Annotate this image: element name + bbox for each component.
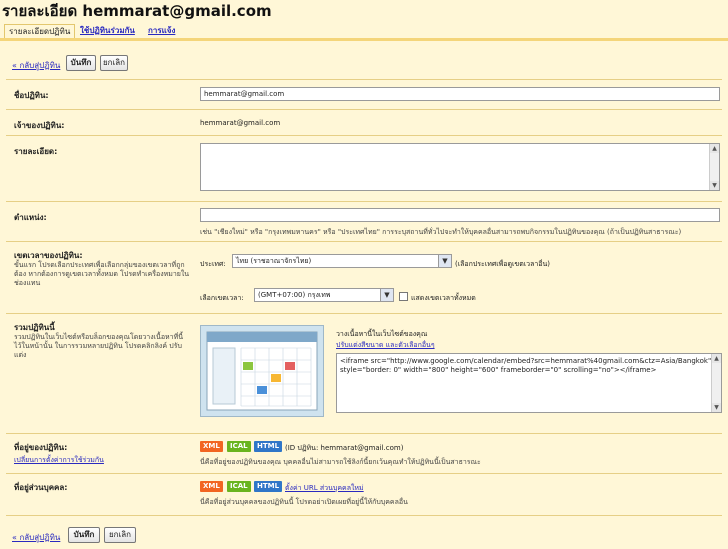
show-all-timezones-label: แสดงเขตเวลาทั้งหมด — [411, 294, 476, 302]
private-address-description: นี่คือที่อยู่ส่วนบุคคลของปฏิทินนี้ โปรดอย่าเปิดเผยที่อยู่นี้ให้กับบุคคลอื่น — [200, 498, 408, 506]
tab-calendar-details[interactable]: รายละเอียดปฏิทิน — [4, 24, 75, 39]
divider — [6, 79, 722, 80]
timezone-label: เขตเวลาของปฏิทิน: — [14, 251, 83, 260]
private-html-button[interactable]: HTML — [254, 481, 282, 492]
divider — [6, 241, 722, 242]
timezone-select-value: (GMT+07:00) กรุงเทพ — [258, 291, 331, 299]
divider — [6, 109, 722, 110]
save-button[interactable]: บันทึก — [66, 55, 96, 71]
country-select[interactable] — [232, 254, 452, 268]
calendar-address-label: ที่อยู่ของปฏิทิน: — [14, 443, 68, 452]
divider — [6, 313, 722, 314]
reset-private-url-link[interactable]: ตั้งค่า URL ส่วนบุคคลใหม่ — [285, 484, 364, 492]
back-to-calendar-link-bottom[interactable]: « กลับสู่ปฏิทิน — [12, 533, 61, 542]
settings-panel — [0, 38, 728, 549]
private-xml-button[interactable]: XML — [200, 481, 223, 492]
scroll-down-icon[interactable]: ▼ — [710, 181, 719, 190]
html-feed-button[interactable]: HTML — [254, 441, 282, 452]
calendar-name-label: ชื่อปฏิทิน: — [14, 91, 49, 100]
cancel-button[interactable]: ยกเลิก — [100, 55, 128, 71]
tab-notifications[interactable]: การแจ้ง — [148, 26, 176, 35]
calendar-id-text: (ID ปฏิทิน: hemmarat@gmail.com) — [285, 444, 404, 452]
location-input[interactable] — [200, 208, 720, 222]
embed-scroll-track[interactable] — [711, 354, 721, 412]
ical-feed-button[interactable]: ICAL — [227, 441, 251, 452]
embed-code-scrollbar[interactable] — [712, 353, 722, 413]
location-label: ตำแหน่ง: — [14, 213, 47, 222]
customize-embed-link[interactable]: ปรับแต่งสีขนาด และตัวเลือกอื่นๆ — [336, 341, 435, 349]
divider — [6, 201, 722, 202]
scroll-down-icon[interactable]: ▼ — [712, 403, 721, 412]
divider — [6, 135, 722, 136]
timezone-description: ขั้นแรก โปรดเลือกประเทศเพื่อเลือกกลุ่มของเขตเวลาที่ถูกต้อง หากต้องการดูเขตเวลาทั้งหมด โปรดทำเครื่องหมายในช่องแทน — [14, 261, 190, 287]
country-label: ประเทศ: — [200, 260, 226, 268]
description-scrollbar[interactable] — [709, 144, 719, 190]
divider — [6, 473, 722, 474]
calendar-preview-image — [200, 325, 324, 417]
private-address-label: ที่อยู่ส่วนบุคคล: — [14, 483, 68, 492]
divider — [6, 433, 722, 434]
timezone-select[interactable] — [254, 288, 394, 302]
embed-code-textarea[interactable]: <iframe src="http://www.google.com/calendar/embed?src=hemmarat%40gmail.com&ctz=Asia/Bangkok" style="border: 0" width="800" height="600" frameborder="0" scrolling="no"></iframe> — [336, 353, 722, 413]
country-select-value: ไทย (ราชอาณาจักรไทย) — [236, 257, 312, 265]
calendar-owner-label: เจ้าของปฏิทิน: — [14, 121, 65, 130]
embed-label: รวมปฏิทินนี้ — [14, 323, 55, 332]
scroll-up-icon[interactable]: ▲ — [710, 144, 719, 153]
chevron-down-icon: ▼ — [380, 289, 393, 301]
private-ical-button[interactable]: ICAL — [227, 481, 251, 492]
tab-share-calendar[interactable]: ใช้ปฏิทินร่วมกัน — [80, 26, 135, 35]
description-label: รายละเอียด: — [14, 147, 58, 156]
chevron-down-icon: ▼ — [438, 255, 451, 267]
calendar-name-input[interactable]: hemmarat@gmail.com — [200, 87, 720, 101]
location-hint: เช่น "เชียงใหม่" หรือ "กรุงเทพมหานคร" หรือ "ประเทศไทย" การระบุสถานที่ทั่วไปจะทำให้บุคคลอื่นสามารถพบกิจกรรมในปฏิทินของคุณ (ถ้าเป็นปฏิทินสาธารณะ) — [200, 228, 682, 236]
embed-description: รวมปฏิทินในเว็บไซต์หรือบล็อกของคุณโดยวางเนื้อหาที่นี้ไว้ในหน้านั้น ในการรวมหลายปฏิทิน โปรดคลิกลิงค์ ปรับแต่ง — [14, 333, 183, 359]
description-textarea[interactable] — [200, 143, 720, 191]
calendar-address-description: นี่คือที่อยู่ของปฏิทินของคุณ บุคคลอื่นไม่สามารถใช้ลิงก์นี้ยกเว้นคุณทำให้ปฏิทินนี้เป็นสาธารณะ — [200, 458, 481, 466]
scroll-up-icon[interactable]: ▲ — [712, 354, 721, 363]
page-title: รายละเอียด hemmarat@gmail.com — [2, 2, 272, 20]
divider — [6, 515, 722, 516]
calendar-owner-value: hemmarat@gmail.com — [200, 119, 281, 127]
save-button-bottom[interactable]: บันทึก — [68, 527, 100, 543]
cancel-button-bottom[interactable]: ยกเลิก — [104, 527, 136, 543]
country-note: (เลือกประเทศเพื่อดูเขตเวลาอื่น) — [455, 260, 551, 268]
change-sharing-settings-link[interactable]: เปลี่ยนการตั้งค่าการใช้ร่วมกัน — [14, 456, 104, 464]
back-to-calendar-link[interactable]: « กลับสู่ปฏิทิน — [12, 61, 61, 70]
timezone-select-label: เลือกเขตเวลา: — [200, 294, 244, 302]
show-all-timezones-checkbox[interactable] — [399, 292, 408, 301]
embed-paste-text: วางเนื้อหานี้ในเว็บไซต์ของคุณ — [336, 330, 428, 338]
tab-bar — [0, 22, 728, 38]
xml-feed-button[interactable]: XML — [200, 441, 223, 452]
